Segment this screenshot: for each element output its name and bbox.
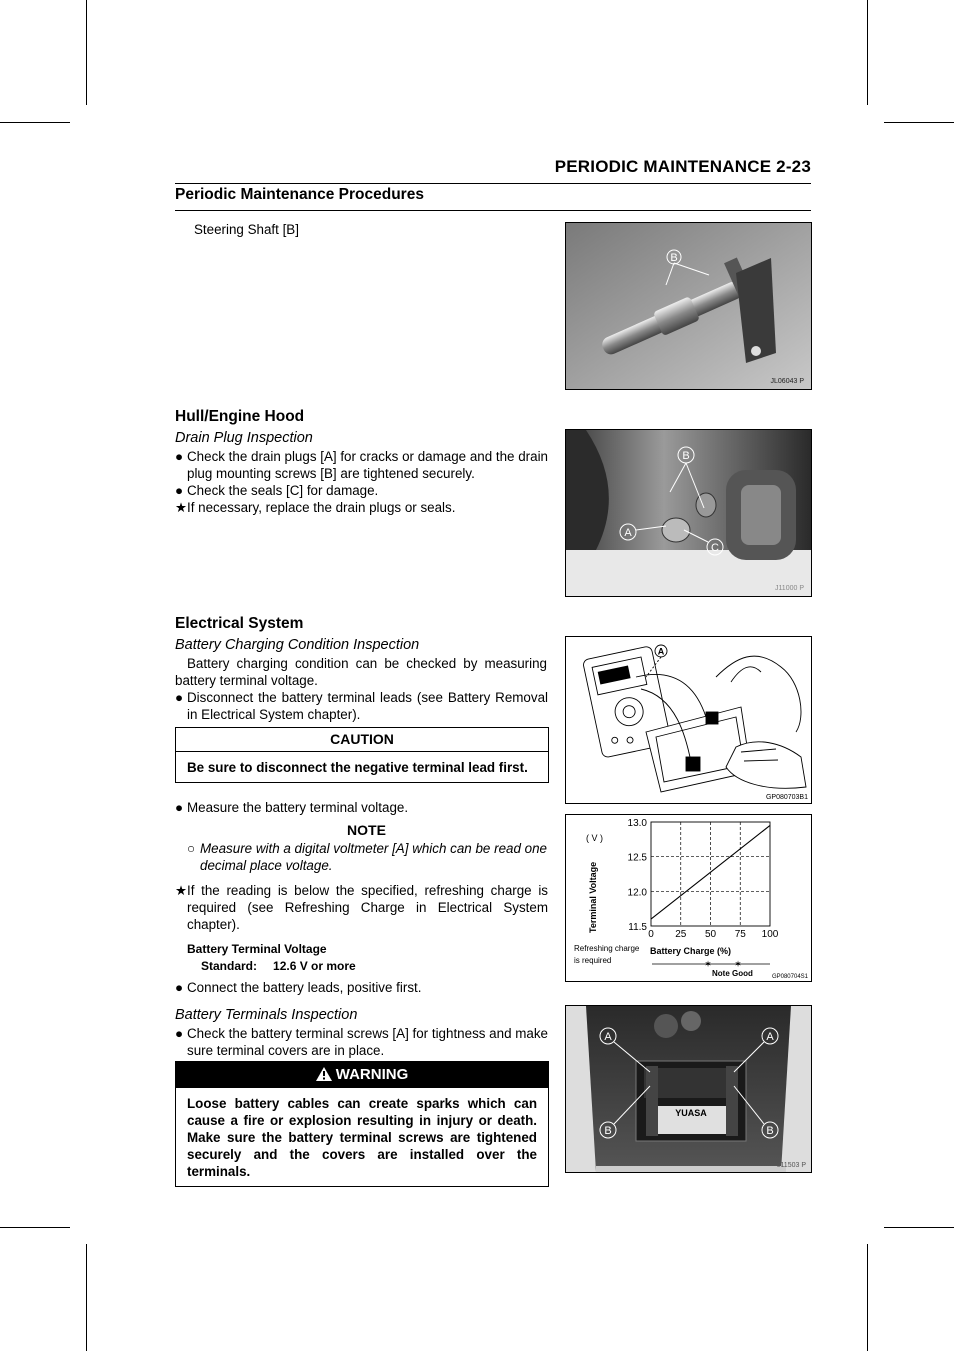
list-item: ★ If the reading is below the specified, refreshing charge is required (see Refreshing Charge in Electrical System chapter).	[175, 883, 548, 932]
fig-code: J11503 P	[776, 1162, 806, 1169]
refresh-note-2: is required	[574, 956, 612, 965]
x-tick-label: 25	[675, 929, 687, 940]
y-tick-label: 12.5	[627, 852, 647, 864]
intro-paragraph: Battery charging condition can be checked by measuring battery terminal voltage.	[175, 656, 547, 688]
voltmeter-figure	[565, 636, 812, 804]
list-item: ● Disconnect the battery terminal leads (see Battery Removal in Electrical System chapter).	[175, 690, 548, 722]
fig-label-b: B	[766, 1125, 774, 1137]
terminals-subheading: Battery Terminals Inspection	[175, 1007, 358, 1023]
list-item: ★ If necessary, replace the drain plugs or seals.	[175, 500, 456, 515]
spec-title: Battery Terminal Voltage	[187, 942, 327, 956]
caution-text: Be sure to disconnect the negative terminal lead first.	[187, 760, 528, 775]
warning-text: Loose battery cables can create sparks which can cause a fire or explosion resulting in injury or death. Make sure the battery terminal screws are tightened securely and the covers are installed over the terminals.	[187, 1096, 537, 1179]
fig-label-b: B	[682, 450, 690, 462]
warning-heading: WARNING	[176, 1062, 548, 1088]
steering-shaft-text: Steering Shaft [B]	[194, 222, 299, 237]
fig-code: J11000 P	[774, 585, 804, 592]
steering-shaft-photo	[565, 222, 812, 390]
refresh-note-1: Refreshing charge	[574, 944, 640, 953]
spec-row: Standard: 12.6 V or more	[201, 959, 356, 973]
warning-triangle-icon	[316, 1067, 332, 1085]
hull-heading: Hull/Engine Hood	[175, 408, 305, 425]
crop-mark	[884, 122, 954, 123]
list-item: ● Check the battery terminal screws [A] for tightness and make sure terminal covers are in place.	[175, 1026, 548, 1058]
crop-mark	[0, 1227, 70, 1228]
fig-label-c: C	[711, 542, 719, 554]
list-item: ● Connect the battery leads, positive first.	[175, 980, 422, 995]
fig-label-b: B	[604, 1125, 612, 1137]
crop-mark	[86, 1244, 87, 1351]
voltage-chart	[565, 814, 812, 982]
caution-box	[175, 727, 549, 783]
crop-mark	[884, 1227, 954, 1228]
note-item: ○ Measure with a digital voltmeter [A] which can be read one decimal place voltage.	[187, 841, 547, 873]
x-tick-label: 50	[704, 929, 717, 940]
svg-text:✶: ✶	[704, 959, 712, 969]
battery-photo	[565, 1005, 812, 1173]
drain-plug-photo	[565, 429, 812, 597]
crop-mark	[86, 0, 87, 105]
ok-note: Note Good	[712, 969, 753, 978]
x-tick-label: 0	[648, 929, 654, 940]
header-rule	[175, 183, 811, 184]
list-item: ● Measure the battery terminal voltage.	[175, 800, 409, 815]
fig-label-a: A	[766, 1031, 774, 1043]
fig-label-a: A	[604, 1031, 612, 1043]
list-item: ● Check the seals [C] for damage.	[175, 483, 379, 498]
warning-box	[175, 1061, 549, 1187]
y-tick-label: 11.5	[628, 922, 647, 933]
crop-mark	[867, 1244, 868, 1351]
fig-label-a: A	[657, 646, 665, 657]
page-title: PERIODIC MAINTENANCE 2-23	[554, 157, 811, 176]
x-axis-label: Battery Charge (%)	[650, 946, 732, 956]
fig-code: GP080703B1	[765, 794, 808, 801]
electrical-heading: Electrical System	[175, 615, 304, 632]
caution-heading: CAUTION	[176, 728, 548, 752]
fig-label-b: B	[670, 252, 678, 264]
fig-code: GP080704S1	[771, 974, 808, 980]
y-tick-label: 13.0	[627, 818, 647, 829]
y-tick-label: 12.0	[627, 887, 647, 899]
drain-plug-subheading: Drain Plug Inspection	[175, 430, 313, 446]
x-tick-label: 75	[734, 929, 746, 940]
fig-label-a: A	[624, 527, 632, 539]
crop-mark	[867, 0, 868, 105]
crop-mark	[0, 122, 70, 123]
note-heading: NOTE	[347, 822, 386, 838]
list-item: ● Check the drain plugs [A] for cracks or damage and the drain plug mounting screws [B] are tightened securely.	[175, 449, 548, 481]
y-unit-label: ( V )	[586, 833, 603, 843]
y-axis-label: Terminal Voltage	[588, 861, 598, 933]
fig-code: JL06043 P	[770, 378, 804, 385]
section-subtitle: Periodic Maintenance Procedures	[175, 186, 424, 203]
charging-subheading: Battery Charging Condition Inspection	[175, 637, 420, 653]
subtitle-rule	[175, 210, 811, 211]
battery-brand: YUASA	[675, 1108, 707, 1118]
svg-text:✶: ✶	[734, 959, 742, 969]
x-tick-label: 100	[761, 929, 779, 940]
